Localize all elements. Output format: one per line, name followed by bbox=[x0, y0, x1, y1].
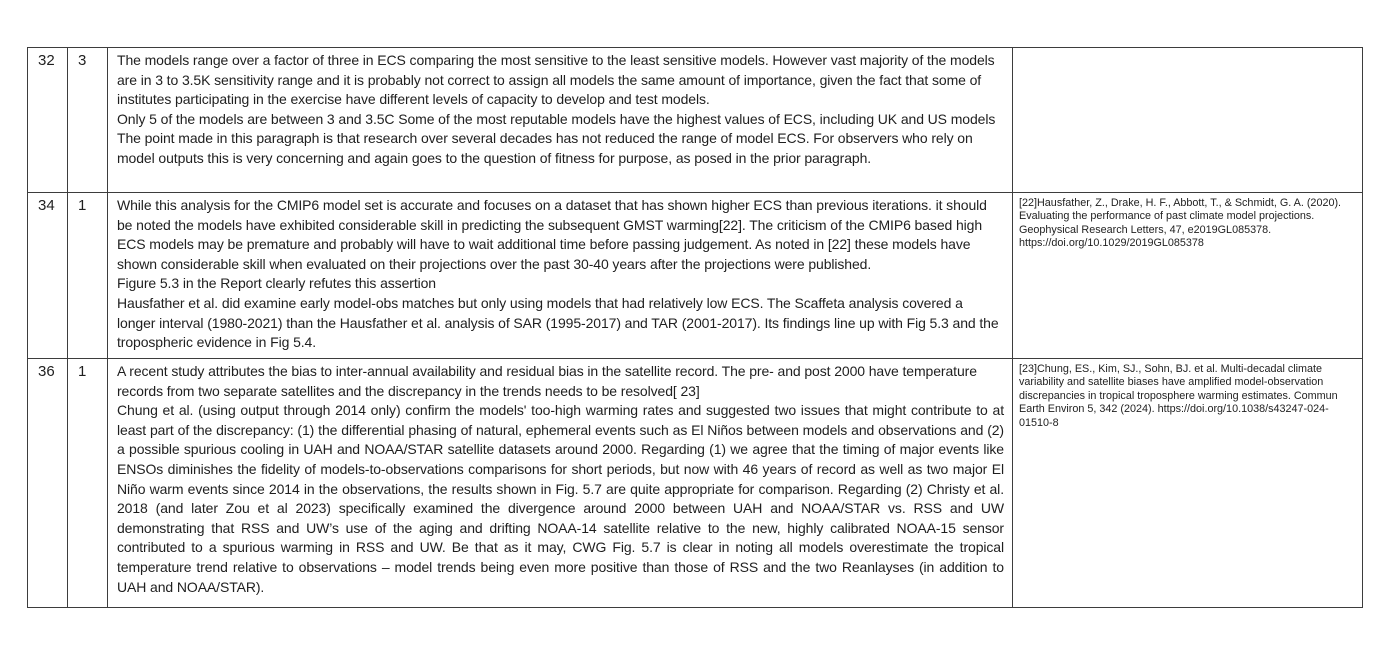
comment-id-cell: 34 bbox=[28, 193, 68, 359]
comment-id-cell: 36 bbox=[28, 359, 68, 608]
comment-text-cell bbox=[108, 359, 1013, 608]
comment-paragraph: Hausfather et al. did examine early model-obs matches but only using models that had relatively low ECS. The Scaffeta analysis covered a longer interval (1980-2021) than the Hausfather et al. analysis of SAR (1995-2017) and TAR (2001-2017). Its findings line up with Fig 5.3 and the tropospheric evidence in Fig 5.4. bbox=[117, 294, 999, 351]
table-row bbox=[28, 359, 1363, 608]
review-comments-table bbox=[27, 47, 1363, 608]
page-number-cell: 1 bbox=[68, 193, 108, 359]
comment-paragraph: Chung et al. (using output through 2014 only) confirm the models' too-high warming rates and suggested two issues that might contribute to at least part of the discrepancy: (1) the differential phasing of natural, ephemeral events such as El Niños between models and observations and (2) a possible spurious cooling in UAH and NOAA/STAR satellite datasets around 2000. Regarding (1) we agree that the timing of major events like ENSOs diminishes the fidelity of models-to-observations comparisons for short periods, but now with 46 years of record as well as two major El Niño warm events since 2014 in the observations, the results shown in Fig. 5.7 are quite appropriate for comparison. Regarding (2) Christy et al. 2018 (and later Zou et al 2023) specifically examined the divergence around 2000 between UAH and NOAA/STAR vs. RSS and UW demonstrating that RSS and UW’s use of the aging and drifting NOAA-14 satellite relative to the new, highly calibrated NOAA-15 sensor contributed to a spurious warming in RSS and UW. Be that as it may, CWG Fig. 5.7 is clear in noting all models overestimate the tropical temperature trend relative to observations – model trends being even more positive than those of RSS and the two Reanlayses (in addition to UAH and NOAA/STAR). bbox=[117, 402, 1004, 595]
comment-paragraph: While this analysis for the CMIP6 model set is accurate and focuses on a dataset that has shown higher ECS than previous iterations. it should be noted the models have exhibited considerable skill in predicting the subsequent GMST warming[22]. The criticism of the CMIP6 based high ECS models may be premature and probably will have to wait additional time before passing judgement. As noted in [22] these models have shown considerable skill when evaluated on their projections over the past 30-40 years after the projections were published. bbox=[117, 197, 987, 272]
reference-text: [22]Hausfather, Z., Drake, H. F., Abbott, T., & Schmidt, G. A. (2020). Evaluating the performance of past climate model projections. Geophysical Research Letters, 47, e2019GL085378. https://doi.org/10.1029/2019GL085378 bbox=[1019, 197, 1342, 250]
comment-paragraph: The point made in this paragraph is that research over several decades has not reduced the range of model ECS. For observers who rely on model outputs this is very concerning and again goes to the question of fitness for purpose, as posed in the prior paragraph. bbox=[117, 130, 973, 166]
table-row bbox=[28, 193, 1363, 359]
comment-paragraph: The models range over a factor of three in ECS comparing the most sensitive to the least sensitive models. However vast majority of the models are in 3 to 3.5K sensitivity range and it is probably not correct to assign all models the same amount of importance, given the fact that some of institutes participating in the exercise have different levels of capacity to develop and test models. bbox=[117, 52, 995, 108]
reference-cell bbox=[1013, 48, 1363, 193]
reference-cell bbox=[1013, 193, 1363, 359]
comment-paragraph: A recent study attributes the bias to inter-annual availability and residual bias in the satellite record. The pre- and post 2000 have temperature records from two separate satellites and the discrepancy in the trends needs to be resolved[ 23] bbox=[117, 363, 977, 399]
page-number-cell: 3 bbox=[68, 48, 108, 193]
comment-id-cell: 32 bbox=[28, 48, 68, 193]
reference-text: [23]Chung, ES., Kim, SJ., Sohn, BJ. et al. Multi-decadal climate variability and satellite biases have amplified model-observation discrepancies in tropical troposphere warming estimates. Commun Earth Environ 5, 342 (2024). https://doi.org/10.1038/s43247-024-01510-8 bbox=[1019, 363, 1338, 429]
reference-cell bbox=[1013, 359, 1363, 608]
page-number-cell: 1 bbox=[68, 359, 108, 608]
comment-text-cell bbox=[108, 48, 1013, 193]
comment-paragraph: Figure 5.3 in the Report clearly refutes this assertion bbox=[117, 275, 436, 292]
comment-text-cell bbox=[108, 193, 1013, 359]
table-row bbox=[28, 48, 1363, 193]
comment-paragraph: Only 5 of the models are between 3 and 3.5C Some of the most reputable models have the highest values of ECS, including UK and US models bbox=[117, 110, 996, 127]
